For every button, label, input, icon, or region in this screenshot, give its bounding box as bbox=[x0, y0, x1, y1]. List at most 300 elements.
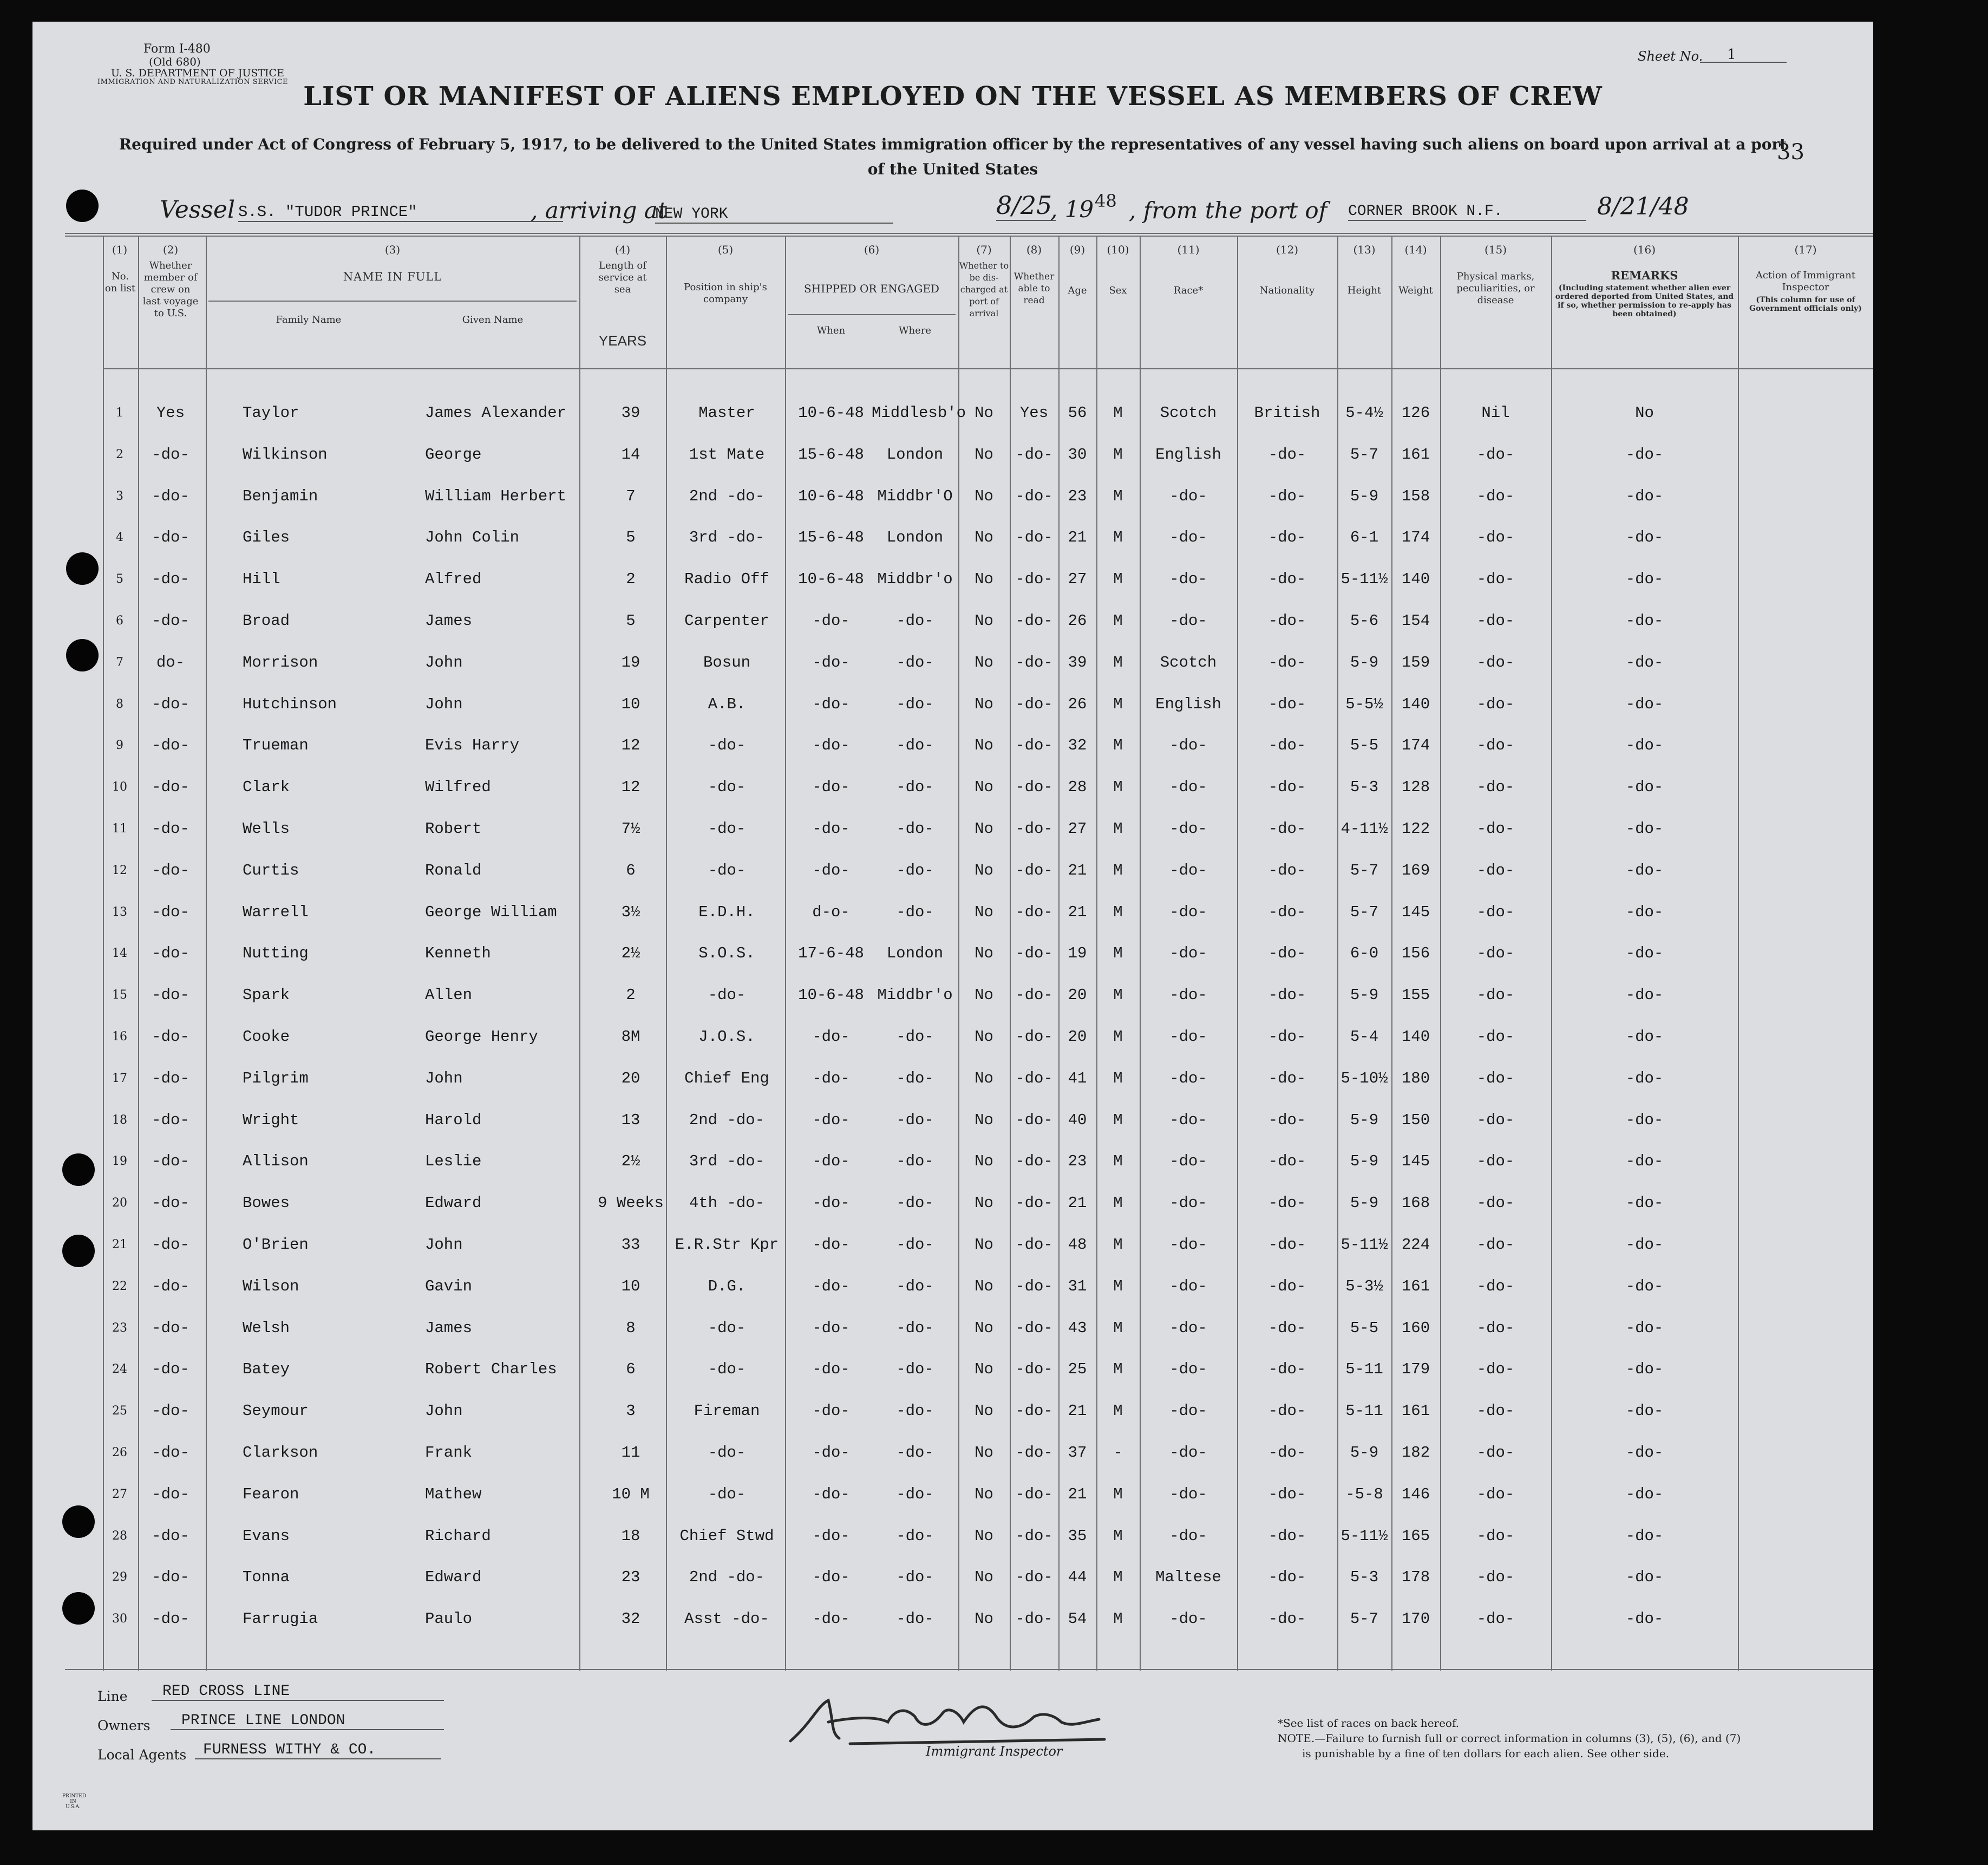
prior-voyage: -do- bbox=[152, 778, 189, 797]
shipped-when: -do- bbox=[812, 1360, 850, 1379]
position: Chief Stwd bbox=[679, 1527, 774, 1545]
age: 37 bbox=[1068, 1444, 1087, 1462]
prior-voyage: do- bbox=[156, 653, 185, 671]
discharged: No bbox=[975, 445, 993, 464]
row-number: 3 bbox=[116, 489, 123, 503]
able-to-read: -do- bbox=[1015, 529, 1053, 547]
prior-voyage: -do- bbox=[152, 1236, 189, 1254]
prior-voyage: -do- bbox=[152, 1069, 189, 1087]
weight: 174 bbox=[1401, 736, 1430, 755]
shipped-where: -do- bbox=[896, 1111, 934, 1129]
weight: 161 bbox=[1401, 1277, 1430, 1295]
remarks: -do- bbox=[1625, 1028, 1664, 1046]
prior-voyage: -do- bbox=[152, 1194, 189, 1212]
weight: 161 bbox=[1401, 445, 1430, 464]
nationality: -do- bbox=[1268, 445, 1306, 464]
shipped-when: 10-6-48 bbox=[798, 487, 864, 505]
prior-voyage: -do- bbox=[152, 1485, 189, 1503]
discharged: No bbox=[975, 570, 993, 589]
height: 5-3 bbox=[1350, 778, 1379, 797]
prior-voyage: -do- bbox=[152, 1277, 189, 1295]
col-14-num: (14) bbox=[1404, 243, 1427, 256]
race: -do- bbox=[1169, 529, 1207, 547]
remarks: -do- bbox=[1625, 1277, 1664, 1295]
row-number: 19 bbox=[112, 1155, 127, 1169]
shipped-where: Middbr'o bbox=[877, 570, 953, 589]
position: 2nd -do- bbox=[689, 1111, 765, 1129]
shipped-when: -do- bbox=[812, 1236, 850, 1254]
shipped-when: -do- bbox=[812, 861, 850, 879]
position: Asst -do- bbox=[684, 1610, 769, 1628]
service-length: 11 bbox=[621, 1444, 640, 1462]
physical-marks: -do- bbox=[1476, 1360, 1515, 1379]
remarks: -do- bbox=[1625, 1069, 1664, 1087]
immigrant-inspector-label: Immigrant Inspector bbox=[926, 1744, 1063, 1759]
family-name: Pilgrim bbox=[243, 1069, 309, 1087]
service-length: 13 bbox=[621, 1111, 640, 1129]
race: -do- bbox=[1169, 903, 1207, 921]
weight: 155 bbox=[1401, 986, 1430, 1005]
shipped-when: -do- bbox=[812, 1610, 850, 1628]
service-length: 9 Weeks bbox=[598, 1194, 664, 1212]
able-to-read: -do- bbox=[1015, 1152, 1053, 1171]
manifest-page bbox=[32, 22, 1873, 1830]
weight: 158 bbox=[1401, 487, 1430, 505]
table-row bbox=[32, 764, 1873, 804]
weight: 122 bbox=[1401, 820, 1430, 838]
discharged: No bbox=[975, 1319, 993, 1337]
family-name: Morrison bbox=[243, 653, 318, 671]
position: 2nd -do- bbox=[689, 1568, 765, 1587]
weight: 156 bbox=[1401, 944, 1430, 963]
remarks: -do- bbox=[1625, 445, 1664, 464]
table-row bbox=[32, 390, 1873, 430]
able-to-read: -do- bbox=[1015, 1568, 1053, 1587]
able-to-read: -do- bbox=[1015, 1028, 1053, 1046]
weight: 154 bbox=[1401, 612, 1430, 630]
table-row bbox=[32, 1305, 1873, 1345]
discharged: No bbox=[975, 944, 993, 963]
shipped-when: -do- bbox=[812, 1485, 850, 1503]
row-number: 16 bbox=[112, 1030, 127, 1044]
given-name: James bbox=[425, 612, 473, 630]
col-11-label: Race* bbox=[1173, 285, 1204, 296]
age: 26 bbox=[1068, 612, 1087, 630]
age: 32 bbox=[1068, 736, 1087, 755]
shipped-where: -do- bbox=[896, 1319, 934, 1337]
shipped-where: Middbr'o bbox=[877, 986, 953, 1005]
service-length: 12 bbox=[621, 736, 640, 755]
service-length: 2½ bbox=[621, 944, 640, 963]
col-5-num: (5) bbox=[717, 243, 734, 256]
discharged: No bbox=[975, 404, 993, 422]
shipped-where: -do- bbox=[896, 1360, 934, 1379]
row-number: 20 bbox=[112, 1196, 127, 1210]
line-label: Line bbox=[97, 1688, 128, 1704]
nationality: -do- bbox=[1268, 1485, 1306, 1503]
row-number: 24 bbox=[112, 1362, 127, 1377]
penalty-note-2: is punishable by a fine of ten dollars for each alien. See other side. bbox=[1302, 1747, 1670, 1760]
family-name: Wright bbox=[243, 1111, 299, 1129]
height: 5-5 bbox=[1350, 736, 1379, 755]
able-to-read: -do- bbox=[1015, 1069, 1053, 1087]
given-name: John bbox=[425, 653, 463, 671]
prior-voyage: -do- bbox=[152, 1028, 189, 1046]
prior-voyage: -do- bbox=[152, 1152, 189, 1171]
able-to-read: -do- bbox=[1015, 445, 1053, 464]
position: 3rd -do- bbox=[689, 529, 765, 547]
given-name: James bbox=[425, 1319, 473, 1337]
sex: M bbox=[1113, 1610, 1123, 1628]
nationality: -do- bbox=[1268, 1194, 1306, 1212]
position: S.O.S. bbox=[698, 944, 755, 963]
given-name: Allen bbox=[425, 986, 473, 1005]
table-row bbox=[32, 1554, 1873, 1594]
physical-marks: -do- bbox=[1476, 445, 1515, 464]
row-number: 25 bbox=[112, 1404, 127, 1418]
table-row bbox=[32, 1138, 1873, 1178]
sex: M bbox=[1113, 736, 1123, 755]
weight: 140 bbox=[1401, 695, 1430, 713]
race: -do- bbox=[1169, 778, 1207, 797]
shipped-where: Middbr'O bbox=[877, 487, 953, 505]
col-3-family-name: Family Name bbox=[276, 314, 342, 325]
col-12-num: (12) bbox=[1276, 243, 1299, 256]
row-number: 13 bbox=[112, 905, 127, 919]
given-name: Richard bbox=[425, 1527, 491, 1545]
height: 5-7 bbox=[1350, 861, 1379, 879]
nationality: -do- bbox=[1268, 1444, 1306, 1462]
service-length: 7 bbox=[626, 487, 636, 505]
row-number: 23 bbox=[112, 1321, 127, 1335]
weight: 145 bbox=[1401, 903, 1430, 921]
discharged: No bbox=[975, 653, 993, 671]
height: 5-9 bbox=[1350, 1111, 1379, 1129]
row-number: 29 bbox=[112, 1570, 127, 1584]
race: -do- bbox=[1169, 612, 1207, 630]
table-row bbox=[32, 556, 1873, 596]
given-name: Edward bbox=[425, 1568, 482, 1587]
able-to-read: -do- bbox=[1015, 487, 1053, 505]
remarks: -do- bbox=[1625, 1568, 1664, 1587]
table-row bbox=[32, 1180, 1873, 1220]
shipped-where: London bbox=[886, 529, 944, 547]
age: 28 bbox=[1068, 778, 1087, 797]
service-length: 10 M bbox=[612, 1485, 650, 1503]
form-number: Form I-480 bbox=[143, 42, 211, 56]
row-number: 17 bbox=[112, 1071, 127, 1085]
height: 5-11½ bbox=[1340, 570, 1388, 589]
height: 5-11 bbox=[1345, 1360, 1383, 1379]
col-15-label: Physical marks, peculiarities, or disease bbox=[1456, 271, 1535, 306]
nationality: -do- bbox=[1268, 653, 1306, 671]
year-prefix: , 19 bbox=[1050, 196, 1094, 223]
table-row bbox=[32, 930, 1873, 970]
race: -do- bbox=[1169, 570, 1207, 589]
table-row bbox=[32, 473, 1873, 513]
line-value: RED CROSS LINE bbox=[152, 1683, 444, 1701]
height: 5-9 bbox=[1350, 986, 1379, 1005]
service-length: 10 bbox=[621, 695, 640, 713]
age: 54 bbox=[1068, 1610, 1087, 1628]
family-name: Fearon bbox=[243, 1485, 299, 1503]
weight: 161 bbox=[1401, 1402, 1430, 1420]
service-length: 14 bbox=[621, 445, 640, 464]
shipped-when: -do- bbox=[812, 1152, 850, 1171]
shipped-where: Middlesb'o bbox=[872, 404, 966, 422]
sex: M bbox=[1113, 529, 1123, 547]
service-length: 3½ bbox=[621, 903, 640, 921]
weight: 174 bbox=[1401, 529, 1430, 547]
penalty-note-1: NOTE.—Failure to furnish full or correct information in columns (3), (5), (6), and (7) bbox=[1278, 1732, 1741, 1745]
col-4-num: (4) bbox=[614, 243, 631, 256]
sex: M bbox=[1113, 861, 1123, 879]
department-name: U. S. DEPARTMENT OF JUSTICE bbox=[111, 67, 284, 79]
row-number: 1 bbox=[116, 406, 123, 420]
sex: M bbox=[1113, 1152, 1123, 1171]
family-name: Tonna bbox=[243, 1568, 290, 1587]
position: -do- bbox=[708, 861, 746, 879]
discharged: No bbox=[975, 1236, 993, 1254]
discharged: No bbox=[975, 1485, 993, 1503]
discharged: No bbox=[975, 903, 993, 921]
race: -do- bbox=[1169, 1069, 1207, 1087]
remarks: -do- bbox=[1625, 778, 1664, 797]
weight: 182 bbox=[1401, 1444, 1430, 1462]
race: -do- bbox=[1169, 861, 1207, 879]
prior-voyage: -do- bbox=[152, 1111, 189, 1129]
col-8-num: (8) bbox=[1026, 243, 1042, 256]
given-name: Frank bbox=[425, 1444, 473, 1462]
physical-marks: -do- bbox=[1476, 903, 1515, 921]
row-number: 4 bbox=[116, 531, 123, 545]
row-number: 22 bbox=[112, 1279, 127, 1293]
given-name: Gavin bbox=[425, 1277, 473, 1295]
weight: 150 bbox=[1401, 1111, 1430, 1129]
prior-voyage: -do- bbox=[152, 1402, 189, 1420]
race: -do- bbox=[1169, 986, 1207, 1005]
sex: M bbox=[1113, 1360, 1123, 1379]
col-3-num: (3) bbox=[384, 243, 401, 256]
physical-marks: -do- bbox=[1476, 1485, 1515, 1503]
shipped-where: -do- bbox=[896, 820, 934, 838]
family-name: Taylor bbox=[243, 404, 299, 422]
row-number: 30 bbox=[112, 1612, 127, 1626]
col-3-given-name: Given Name bbox=[462, 314, 524, 325]
remarks: -do- bbox=[1625, 1319, 1664, 1337]
able-to-read: -do- bbox=[1015, 1111, 1053, 1129]
col-1-label: No. on list bbox=[104, 271, 136, 294]
position: -do- bbox=[708, 736, 746, 755]
race: -do- bbox=[1169, 1028, 1207, 1046]
service-name: IMMIGRATION AND NATURALIZATION SERVICE bbox=[97, 78, 289, 86]
row-number: 27 bbox=[112, 1487, 127, 1501]
age: 20 bbox=[1068, 986, 1087, 1005]
height: 5-9 bbox=[1350, 653, 1379, 671]
row-number: 28 bbox=[112, 1529, 127, 1543]
sex: M bbox=[1113, 1568, 1123, 1587]
family-name: Warrell bbox=[243, 903, 309, 921]
remarks: -do- bbox=[1625, 1152, 1664, 1171]
shipped-where: -do- bbox=[896, 1527, 934, 1545]
service-length: 18 bbox=[621, 1527, 640, 1545]
remarks: -do- bbox=[1625, 487, 1664, 505]
family-name: Nutting bbox=[243, 944, 309, 963]
service-length: 6 bbox=[626, 1360, 636, 1379]
nationality: -do- bbox=[1268, 1568, 1306, 1587]
age: 44 bbox=[1068, 1568, 1087, 1587]
table-row bbox=[32, 640, 1873, 680]
able-to-read: -do- bbox=[1015, 1319, 1053, 1337]
col-14-label: Weight bbox=[1398, 285, 1433, 296]
table-row bbox=[32, 1014, 1873, 1054]
nationality: -do- bbox=[1268, 1111, 1306, 1129]
shipped-when: -do- bbox=[812, 1444, 850, 1462]
physical-marks: -do- bbox=[1476, 778, 1515, 797]
given-name: Paulo bbox=[425, 1610, 473, 1628]
sex: M bbox=[1113, 570, 1123, 589]
year-suffix: 48 bbox=[1095, 191, 1117, 211]
physical-marks: -do- bbox=[1476, 1277, 1515, 1295]
family-name: Batey bbox=[243, 1360, 290, 1379]
race: -do- bbox=[1169, 1194, 1207, 1212]
service-length: 39 bbox=[621, 404, 640, 422]
family-name: Allison bbox=[243, 1152, 309, 1171]
col-13-num: (13) bbox=[1353, 243, 1376, 256]
race: -do- bbox=[1169, 820, 1207, 838]
able-to-read: -do- bbox=[1015, 1402, 1053, 1420]
height: 5-9 bbox=[1350, 1444, 1379, 1462]
discharged: No bbox=[975, 529, 993, 547]
shipped-when: -do- bbox=[812, 1402, 850, 1420]
remarks: -do- bbox=[1625, 570, 1664, 589]
physical-marks: -do- bbox=[1476, 1236, 1515, 1254]
family-name: Curtis bbox=[243, 861, 299, 879]
nationality: -do- bbox=[1268, 1319, 1306, 1337]
row-number: 7 bbox=[116, 655, 123, 669]
col-3-label: NAME IN FULL bbox=[343, 270, 442, 283]
shipped-where: -do- bbox=[896, 861, 934, 879]
age: 35 bbox=[1068, 1527, 1087, 1545]
shipped-when: -do- bbox=[812, 612, 850, 630]
age: 21 bbox=[1068, 1402, 1087, 1420]
able-to-read: -do- bbox=[1015, 903, 1053, 921]
able-to-read: -do- bbox=[1015, 570, 1053, 589]
table-row bbox=[32, 681, 1873, 721]
shipped-when: -do- bbox=[812, 736, 850, 755]
col-6-when: When bbox=[816, 325, 846, 336]
discharged: No bbox=[975, 1111, 993, 1129]
page-reference: 33 bbox=[1777, 140, 1804, 165]
able-to-read: -do- bbox=[1015, 1194, 1053, 1212]
age: 21 bbox=[1068, 861, 1087, 879]
service-length: 32 bbox=[621, 1610, 640, 1628]
age: 21 bbox=[1068, 1194, 1087, 1212]
table-row bbox=[32, 1055, 1873, 1095]
prior-voyage: -do- bbox=[152, 1610, 189, 1628]
weight: 126 bbox=[1401, 404, 1430, 422]
given-name: Robert bbox=[425, 820, 482, 838]
service-length: 12 bbox=[621, 778, 640, 797]
physical-marks: -do- bbox=[1476, 1402, 1515, 1420]
family-name: Wilson bbox=[243, 1277, 299, 1295]
remarks: -do- bbox=[1625, 1444, 1664, 1462]
physical-marks: -do- bbox=[1476, 861, 1515, 879]
nationality: -do- bbox=[1268, 778, 1306, 797]
age: 27 bbox=[1068, 570, 1087, 589]
sex: M bbox=[1113, 487, 1123, 505]
remarks: -do- bbox=[1625, 1527, 1664, 1545]
row-number: 14 bbox=[112, 947, 127, 961]
shipped-when: -do- bbox=[812, 1568, 850, 1587]
able-to-read: -do- bbox=[1015, 736, 1053, 755]
sex: M bbox=[1113, 986, 1123, 1005]
table-row bbox=[32, 514, 1873, 555]
age: 31 bbox=[1068, 1277, 1087, 1295]
able-to-read: -do- bbox=[1015, 1485, 1053, 1503]
discharged: No bbox=[975, 1152, 993, 1171]
given-name: Edward bbox=[425, 1194, 482, 1212]
weight: 170 bbox=[1401, 1610, 1430, 1628]
nationality: -do- bbox=[1268, 570, 1306, 589]
inspector-signature bbox=[780, 1690, 1110, 1749]
able-to-read: -do- bbox=[1015, 612, 1053, 630]
height: 5-4½ bbox=[1345, 404, 1383, 422]
position: A.B. bbox=[708, 695, 746, 713]
sex: M bbox=[1113, 778, 1123, 797]
able-to-read: -do- bbox=[1015, 861, 1053, 879]
given-name: John bbox=[425, 695, 463, 713]
given-name: George Henry bbox=[425, 1028, 538, 1046]
col-6-label: SHIPPED OR ENGAGED bbox=[804, 282, 939, 295]
sex: M bbox=[1113, 1028, 1123, 1046]
col-6-subrule bbox=[788, 314, 956, 315]
service-length: 8 bbox=[626, 1319, 636, 1337]
position: -do- bbox=[708, 1319, 746, 1337]
col-9-num: (9) bbox=[1069, 243, 1085, 256]
race: -do- bbox=[1169, 1485, 1207, 1503]
weight: 146 bbox=[1401, 1485, 1430, 1503]
shipped-where: -do- bbox=[896, 778, 934, 797]
age: 20 bbox=[1068, 1028, 1087, 1046]
position: -do- bbox=[708, 986, 746, 1005]
nationality: -do- bbox=[1268, 487, 1306, 505]
height: 5-9 bbox=[1350, 1152, 1379, 1171]
weight: 165 bbox=[1401, 1527, 1430, 1545]
discharged: No bbox=[975, 778, 993, 797]
able-to-read: -do- bbox=[1015, 695, 1053, 713]
nationality: British bbox=[1254, 404, 1320, 422]
local-agents-label: Local Agents bbox=[97, 1747, 187, 1763]
table-row bbox=[32, 1346, 1873, 1386]
shipped-when: 17-6-48 bbox=[798, 944, 864, 963]
col-6-num: (6) bbox=[864, 243, 880, 256]
height: 5-9 bbox=[1350, 487, 1379, 505]
position: Radio Off bbox=[684, 570, 769, 589]
remarks: -do- bbox=[1625, 695, 1664, 713]
subtitle-line-2: of the United States bbox=[867, 160, 1038, 178]
physical-marks: -do- bbox=[1476, 944, 1515, 963]
position: D.G. bbox=[708, 1277, 746, 1295]
shipped-when: -do- bbox=[812, 1277, 850, 1295]
shipped-when: 15-6-48 bbox=[798, 529, 864, 547]
prior-voyage: -do- bbox=[152, 1527, 189, 1545]
physical-marks: Nil bbox=[1481, 404, 1510, 422]
col-1-num: (1) bbox=[112, 243, 128, 256]
sex: M bbox=[1113, 1111, 1123, 1129]
shipped-where: -do- bbox=[896, 1069, 934, 1087]
shipped-when: -do- bbox=[812, 778, 850, 797]
